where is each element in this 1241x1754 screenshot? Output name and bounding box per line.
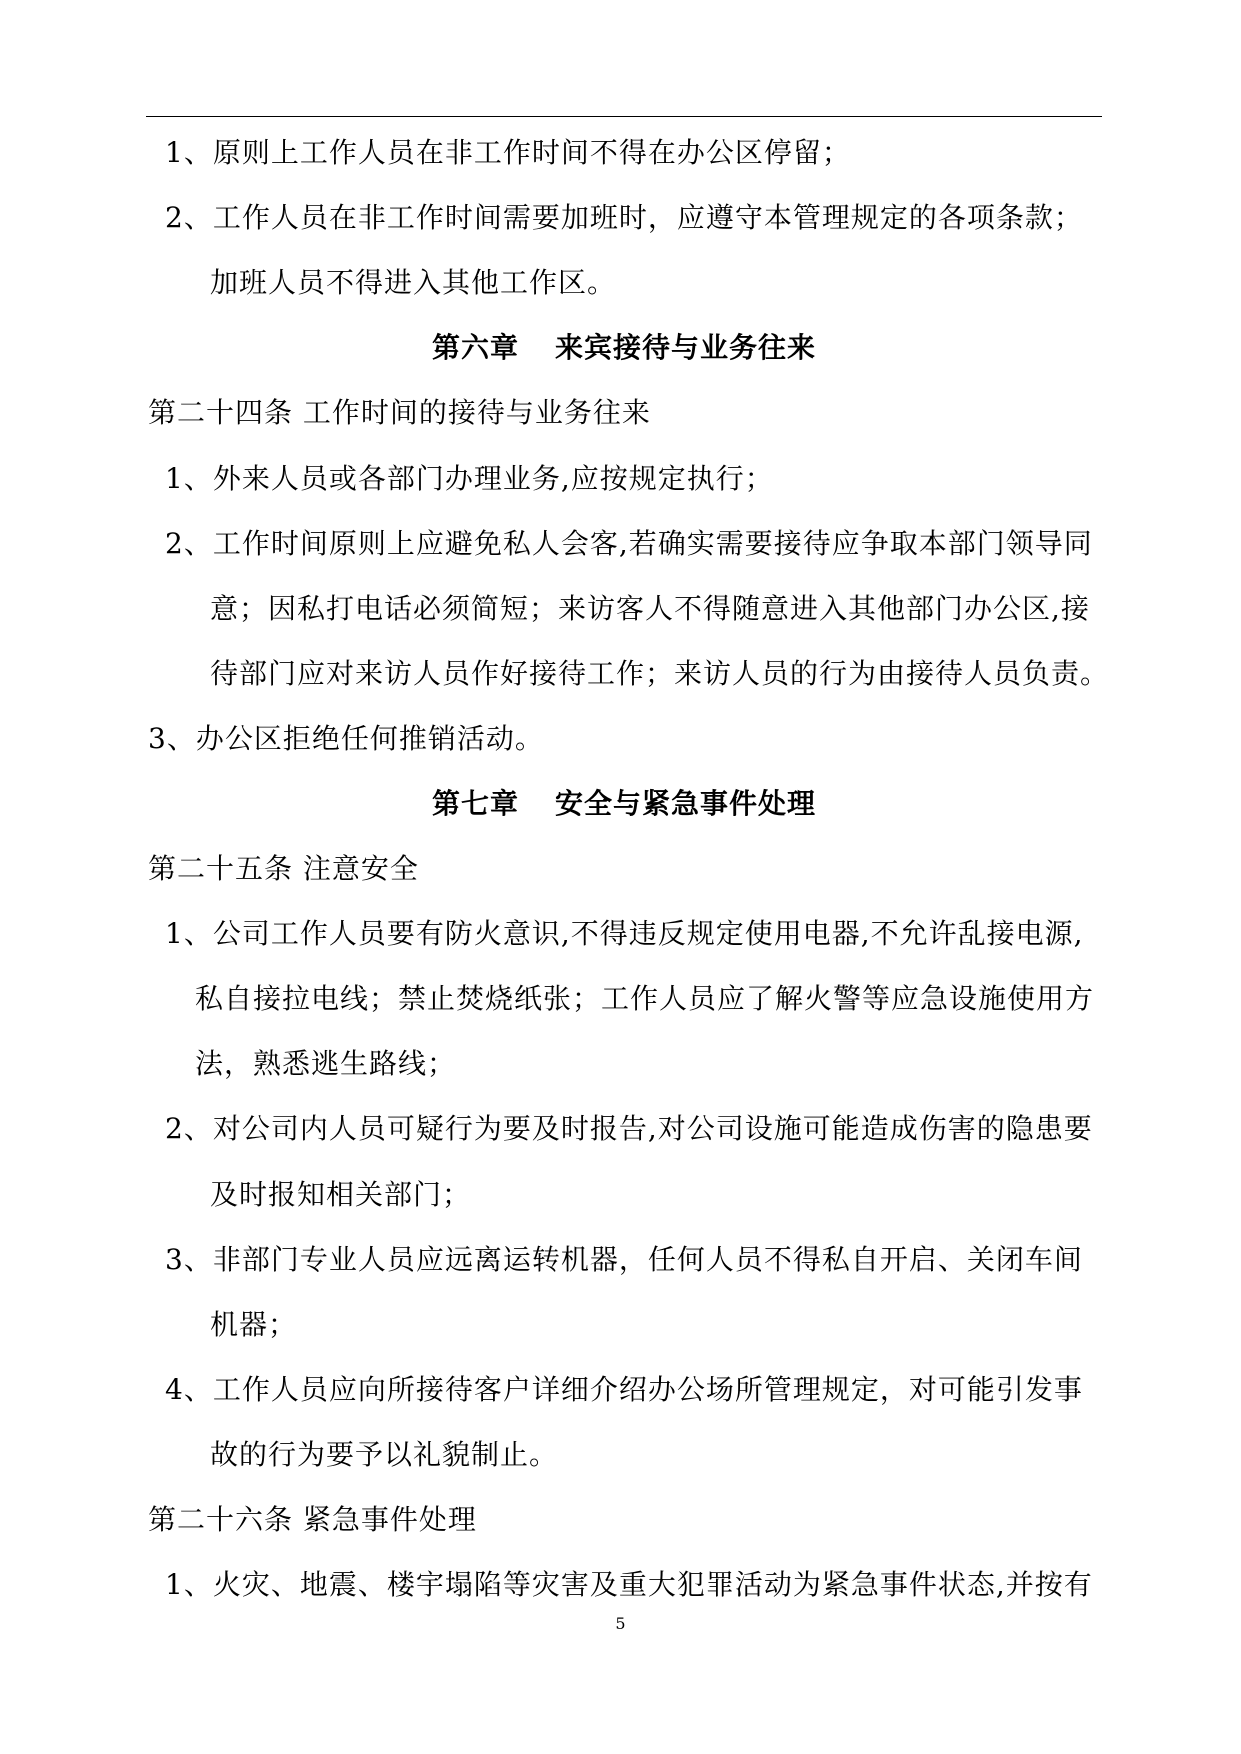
chapter-six-title: 来宾接待与业务往来 <box>555 331 817 364</box>
article-24-item-2: 2、工作时间原则上应避免私人会客,若确实需要接待应争取本部门领导同 <box>165 527 1093 560</box>
article-25-item-3: 3、非部门专业人员应远离运转机器，任何人员不得私自开启、关闭车间 <box>165 1243 1083 1276</box>
rule-item-1: 1、原则上工作人员在非工作时间不得在办公区停留； <box>165 136 851 169</box>
chapter-seven-heading <box>146 784 1102 824</box>
article-25-item-1-cont-1: 私自接拉电线；禁止焚烧纸张；工作人员应了解火警等应急设施使用方 <box>195 982 1095 1015</box>
article-25-item-2: 2、对公司内人员可疑行为要及时报告,对公司设施可能造成伤害的隐患要 <box>165 1112 1093 1145</box>
article-25-item-2-cont: 及时报知相关部门； <box>210 1178 472 1211</box>
article-24-item-1: 1、外来人员或各部门办理业务,应按规定执行； <box>165 462 774 495</box>
article-24-item-2-cont-2: 待部门应对来访人员作好接待工作；来访人员的行为由接待人员负责。 <box>210 657 1110 690</box>
article-24-title: 第二十四条 工作时间的接待与业务往来 <box>148 396 651 429</box>
chapter-six-number: 第六章 <box>431 331 519 364</box>
article-25-item-4: 4、工作人员应向所接待客户详细介绍办公场所管理规定，对可能引发事 <box>165 1373 1083 1406</box>
page-number: 5 <box>615 1614 626 1633</box>
rule-item-2-cont: 加班人员不得进入其他工作区。 <box>210 266 617 299</box>
article-24-item-3: 3、办公区拒绝任何推销活动。 <box>148 722 544 755</box>
article-25-item-3-cont: 机器； <box>210 1308 298 1341</box>
article-26-item-1: 1、火灾、地震、楼宇塌陷等灾害及重大犯罪活动为紧急事件状态,并按有 <box>165 1568 1093 1601</box>
article-24-item-2-cont-1: 意；因私打电话必须简短；来访客人不得随意进入其他部门办公区,接 <box>210 592 1090 625</box>
chapter-seven-title: 安全与紧急事件处理 <box>555 787 817 820</box>
rule-item-2: 2、工作人员在非工作时间需要加班时，应遵守本管理规定的各项条款； <box>165 201 1083 234</box>
article-25-item-4-cont: 故的行为要予以礼貌制止。 <box>210 1438 559 1471</box>
header-rule <box>146 116 1102 117</box>
article-25-item-1: 1、公司工作人员要有防火意识,不得违反规定使用电器,不允许乱接电源, <box>165 917 1084 950</box>
article-26-title: 第二十六条 紧急事件处理 <box>148 1503 477 1536</box>
chapter-seven-number: 第七章 <box>431 787 519 820</box>
chapter-six-heading <box>146 328 1102 368</box>
article-25-item-1-cont-2: 法，熟悉逃生路线； <box>195 1047 457 1080</box>
article-25-title: 第二十五条 注意安全 <box>148 852 419 885</box>
